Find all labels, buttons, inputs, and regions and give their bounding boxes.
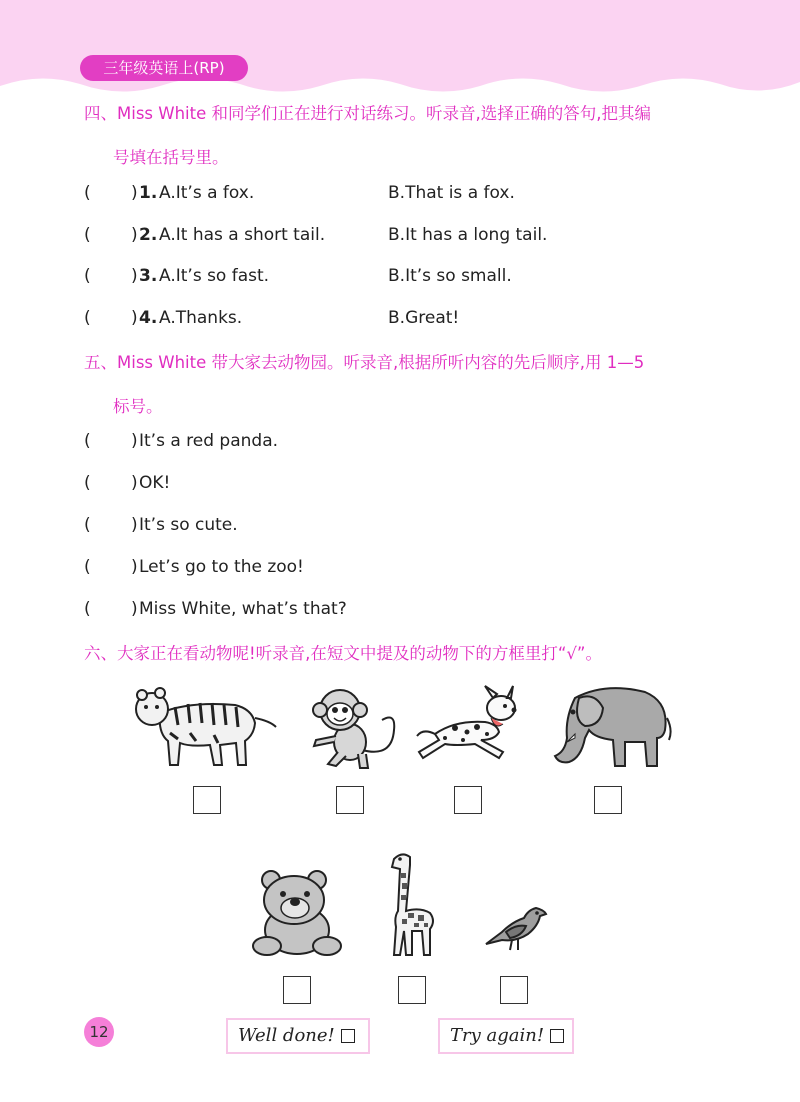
- bear-checkbox[interactable]: [283, 976, 311, 1004]
- question-number: 4.: [139, 308, 158, 328]
- bear-picture: [247, 866, 345, 958]
- answer-paren-open[interactable]: (: [84, 308, 91, 328]
- elephant-checkbox[interactable]: [594, 786, 622, 814]
- order-paren-close: ): [131, 431, 138, 451]
- order-sentence: It’s so cute.: [139, 515, 238, 535]
- option-b: B.Great!: [388, 308, 460, 328]
- bird-picture: [482, 892, 548, 954]
- order-paren-close: ): [131, 515, 138, 535]
- section5-title: 五、Miss White 带大家去动物园。听录音,根据所听内容的先后顺序,用 1—5: [84, 353, 645, 372]
- dog-checkbox[interactable]: [454, 786, 482, 814]
- order-paren-open[interactable]: (: [84, 473, 91, 493]
- monkey-checkbox[interactable]: [336, 786, 364, 814]
- answer-paren-close: ): [131, 266, 138, 286]
- order-paren-close: ): [131, 557, 138, 577]
- answer-paren-close: ): [131, 308, 138, 328]
- tiger-checkbox[interactable]: [193, 786, 221, 814]
- option-b: B.It has a long tail.: [388, 225, 548, 245]
- order-paren-open[interactable]: (: [84, 431, 91, 451]
- question-number: 1.: [139, 183, 158, 203]
- well-done-checkbox[interactable]: [341, 1029, 355, 1043]
- well-done-stamp: [226, 1018, 370, 1054]
- answer-paren-close: ): [131, 225, 138, 245]
- order-sentence: Let’s go to the zoo!: [139, 557, 304, 577]
- section5-title-cont: 标号。: [113, 397, 163, 416]
- try-again-checkbox[interactable]: [550, 1029, 564, 1043]
- bird-checkbox[interactable]: [500, 976, 528, 1004]
- question-number: 2.: [139, 225, 158, 245]
- try-again-stamp: [438, 1018, 574, 1054]
- answer-paren-close: ): [131, 183, 138, 203]
- well-done-label: Well done!: [238, 1025, 335, 1046]
- question-number: 3.: [139, 266, 158, 286]
- answer-paren-open[interactable]: (: [84, 266, 91, 286]
- answer-paren-open[interactable]: (: [84, 183, 91, 203]
- page-number: 12: [84, 1017, 114, 1047]
- order-paren-open[interactable]: (: [84, 557, 91, 577]
- order-sentence: Miss White, what’s that?: [139, 599, 347, 619]
- order-sentence: OK!: [139, 473, 171, 493]
- order-paren-open[interactable]: (: [84, 515, 91, 535]
- section4-title: 四、Miss White 和同学们正在进行对话练习。听录音,选择正确的答句,把其编: [84, 104, 651, 123]
- option-a: A.It has a short tail.: [159, 225, 326, 245]
- option-a: A.It’s so fast.: [159, 266, 270, 286]
- order-sentence: It’s a red panda.: [139, 431, 279, 451]
- section6-title: 六、大家正在看动物呢!听录音,在短文中提及的动物下的方框里打“√”。: [84, 644, 602, 663]
- giraffe-checkbox[interactable]: [398, 976, 426, 1004]
- section4-title-cont: 号填在括号里。: [113, 148, 229, 167]
- order-paren-close: ): [131, 599, 138, 619]
- grade-label: 三年级英语上(RP): [80, 55, 248, 81]
- answer-paren-open[interactable]: (: [84, 225, 91, 245]
- try-again-label: Try again!: [450, 1025, 545, 1046]
- order-paren-close: ): [131, 473, 138, 493]
- tiger-picture: [130, 683, 280, 773]
- elephant-picture: [545, 678, 673, 772]
- giraffe-picture: [380, 847, 444, 959]
- option-a: A.Thanks.: [159, 308, 243, 328]
- option-a: A.It’s a fox.: [159, 183, 255, 203]
- option-b: B.That is a fox.: [388, 183, 515, 203]
- option-b: B.It’s so small.: [388, 266, 512, 286]
- monkey-picture: [302, 680, 402, 772]
- header-band: [0, 0, 800, 96]
- order-paren-open[interactable]: (: [84, 599, 91, 619]
- dog-picture: [415, 684, 525, 770]
